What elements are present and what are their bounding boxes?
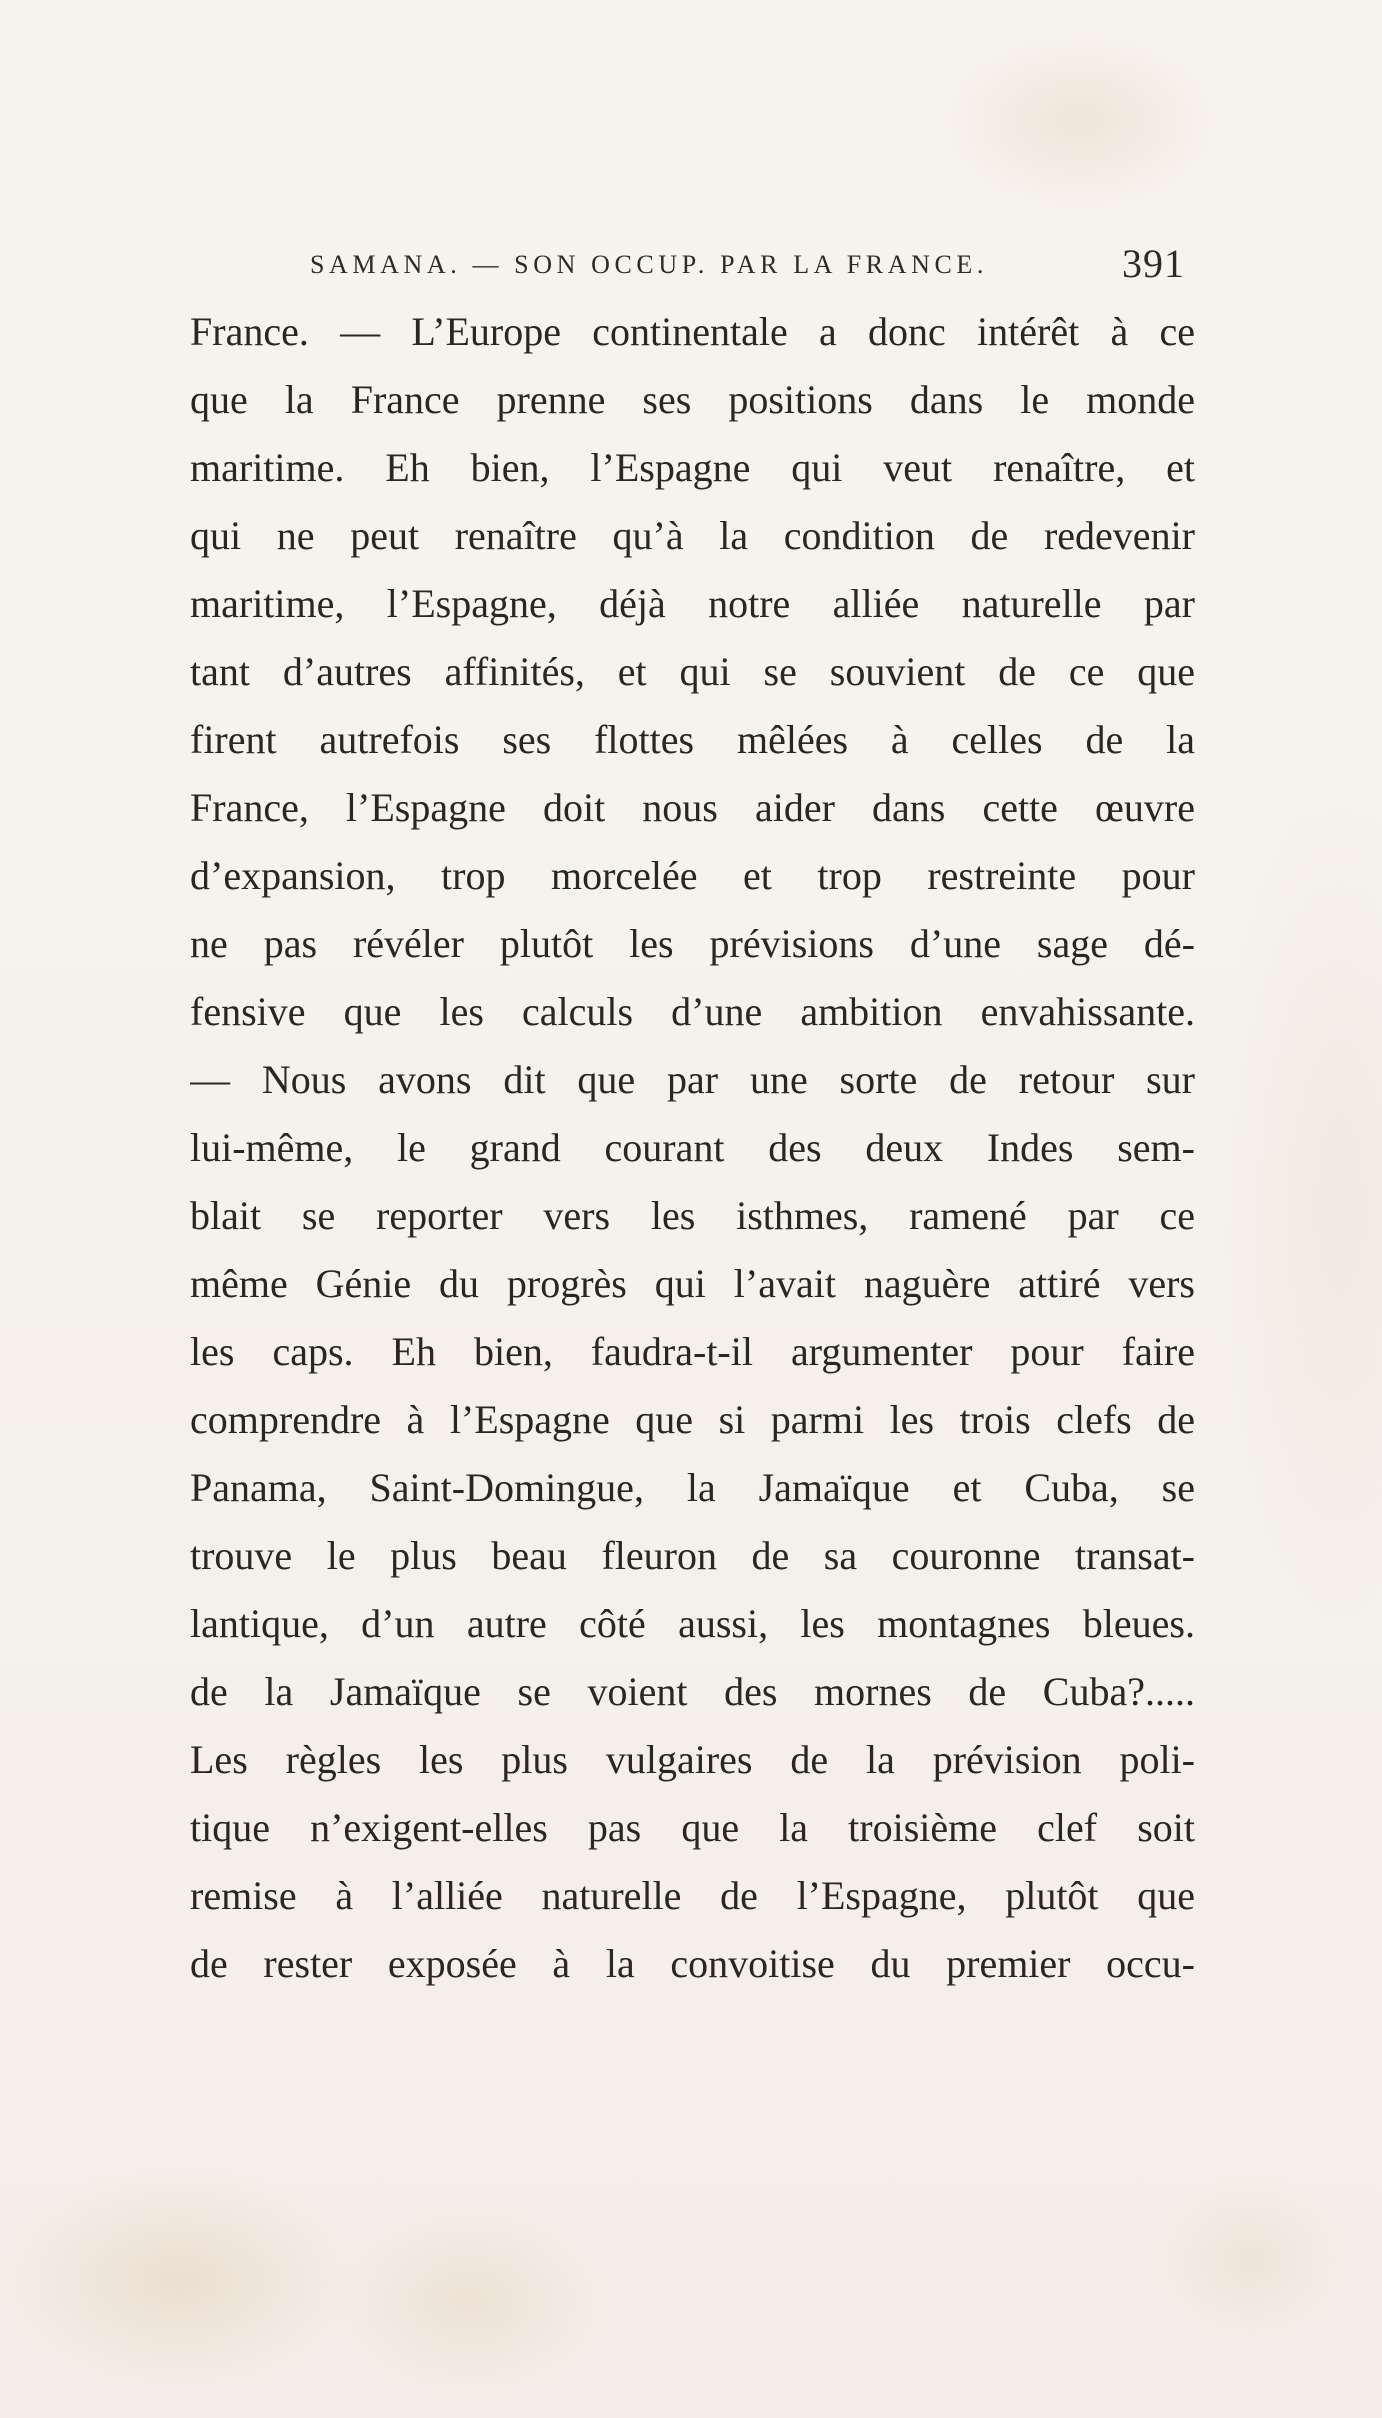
text-line: remise à l’alliée naturelle de l’Espagne, plutôt que xyxy=(190,1873,1195,1918)
text-line: tant d’autres affinités, et qui se souvient de ce que xyxy=(190,649,1195,694)
text-line: même Génie du progrès qui l’avait naguère attiré vers xyxy=(190,1261,1195,1306)
text-line: comprendre à l’Espagne que si parmi les trois clefs de xyxy=(190,1397,1195,1442)
text-line: — Nous avons dit que par une sorte de retour sur xyxy=(190,1057,1195,1102)
text-line: France. — L’Europe continentale a donc intérêt à ce xyxy=(190,309,1195,354)
text-line: de rester exposée à la convoitise du premier occu- xyxy=(190,1941,1195,1986)
text-line: les caps. Eh bien, faudra-t-il argumenter pour faire xyxy=(190,1329,1195,1374)
running-title: SAMANA. — SON OCCUP. PAR LA FRANCE. xyxy=(310,250,989,279)
text-line: lui-même, le grand courant des deux Indes sem- xyxy=(190,1125,1195,1170)
page-number: 391 xyxy=(1122,241,1185,286)
text-line: d’expansion, trop morcelée et trop restreinte pour xyxy=(190,853,1195,898)
body-text xyxy=(190,298,1195,1998)
text-line: que la France prenne ses positions dans le monde xyxy=(190,377,1195,422)
text-line: maritime, l’Espagne, déjà notre alliée naturelle par xyxy=(190,581,1195,626)
text-line: lantique, d’un autre côté aussi, les montagnes bleues. xyxy=(190,1601,1195,1646)
text-line: de la Jamaïque se voient des mornes de Cuba?..... xyxy=(190,1669,1195,1714)
text-line: Les règles les plus vulgaires de la prévision poli- xyxy=(190,1737,1195,1782)
text-line: maritime. Eh bien, l’Espagne qui veut renaître, et xyxy=(190,445,1195,490)
text-line: ne pas révéler plutôt les prévisions d’une sage dé- xyxy=(190,921,1195,966)
text-line: firent autrefois ses flottes mêlées à celles de la xyxy=(190,717,1195,762)
text-line: tique n’exigent-elles pas que la troisième clef soit xyxy=(190,1805,1195,1850)
text-line: France, l’Espagne doit nous aider dans cette œuvre xyxy=(190,785,1195,830)
text-line: blait se reporter vers les isthmes, ramené par ce xyxy=(190,1193,1195,1238)
running-head xyxy=(310,240,1210,288)
text-line: trouve le plus beau fleuron de sa couronne transat- xyxy=(190,1533,1195,1578)
text-line: fensive que les calculs d’une ambition envahissante. xyxy=(190,989,1195,1034)
text-line: Panama, Saint-Domingue, la Jamaïque et Cuba, se xyxy=(190,1465,1195,1510)
text-line: qui ne peut renaître qu’à la condition de redevenir xyxy=(190,513,1195,558)
